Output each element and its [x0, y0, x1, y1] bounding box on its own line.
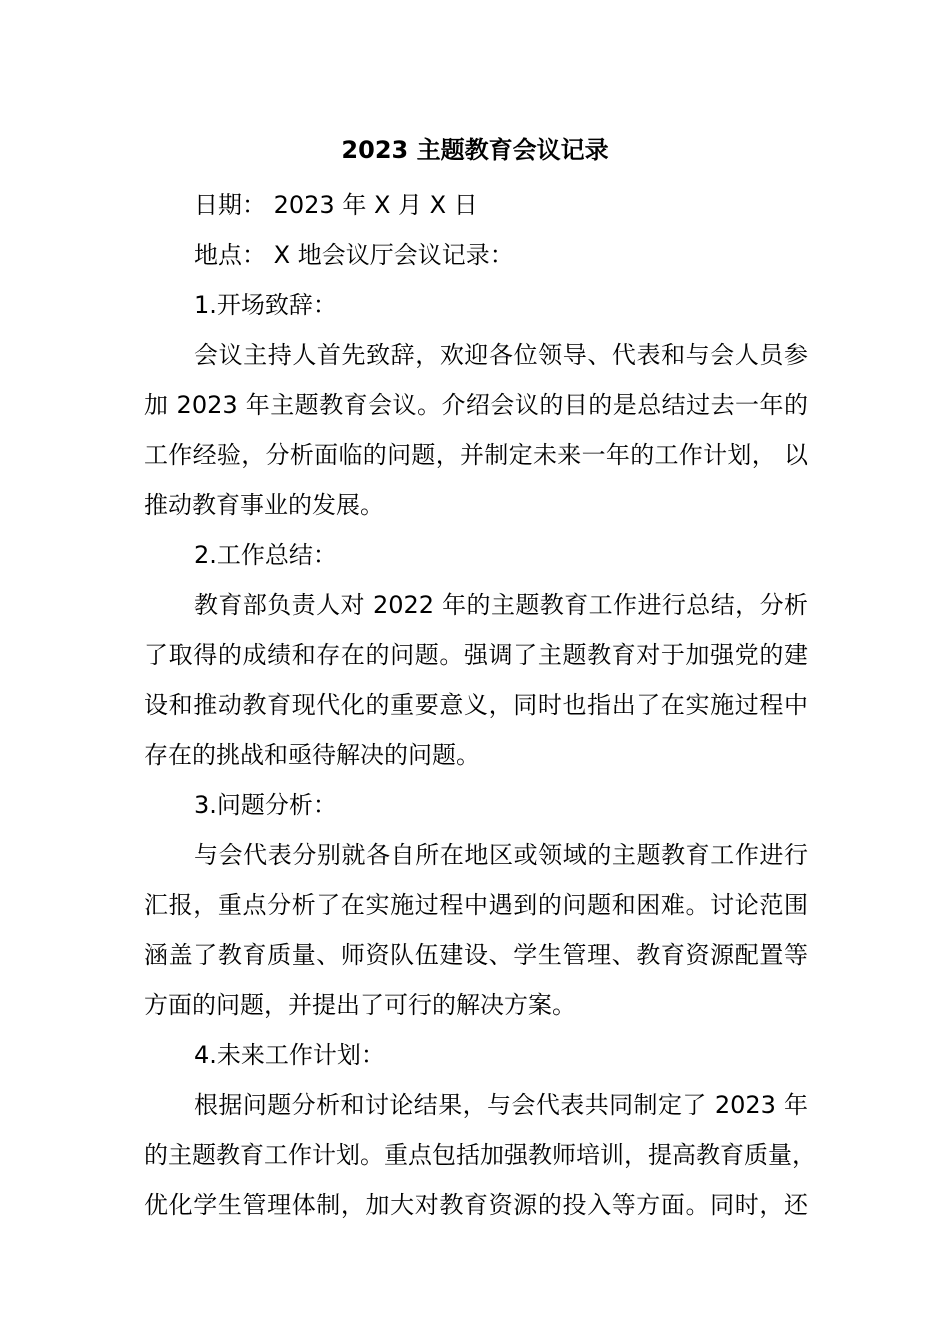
paragraph-line: 设和推动教育现代化的重要意义，同时也指出了在实施过程中 — [144, 691, 808, 719]
section-heading: 1.开场致辞： — [194, 291, 337, 319]
paragraph-line: 教育部负责人对 2022 年的主题教育工作进行总结，分析 — [194, 591, 808, 619]
date-line: 日期： 2023 年 X 月 X 日 — [194, 191, 478, 219]
document-title: 2023 主题教育会议记录 — [341, 136, 609, 164]
paragraph-line: 汇报，重点分析了在实施过程中遇到的问题和困难。讨论范围 — [144, 891, 808, 919]
section-heading: 2.工作总结： — [194, 541, 337, 569]
paragraph-line: 加 2023 年主题教育会议。介绍会议的目的是总结过去一年的 — [144, 391, 808, 419]
paragraph-line: 的主题教育工作计划。重点包括加强教师培训，提高教育质量， — [144, 1141, 816, 1169]
paragraph-line: 方面的问题，并提出了可行的解决方案。 — [144, 991, 576, 1019]
paragraph-line: 推动教育事业的发展。 — [144, 491, 384, 519]
paragraph-line: 存在的挑战和亟待解决的问题。 — [144, 741, 480, 769]
section-heading: 4.未来工作计划： — [194, 1041, 385, 1069]
paragraph-line: 了取得的成绩和存在的问题。强调了主题教育对于加强党的建 — [144, 641, 808, 669]
paragraph-line: 涵盖了教育质量、师资队伍建设、学生管理、教育资源配置等 — [144, 941, 808, 969]
paragraph-line: 与会代表分别就各自所在地区或领域的主题教育工作进行 — [194, 841, 808, 869]
paragraph-line: 优化学生管理体制，加大对教育资源的投入等方面。同时，还 — [144, 1191, 808, 1219]
paragraph-line: 工作经验，分析面临的问题，并制定未来一年的工作计划， 以 — [144, 441, 808, 469]
document-body — [144, 180, 816, 1230]
paragraph-line: 会议主持人首先致辞，欢迎各位领导、代表和与会人员参 — [194, 341, 808, 369]
paragraph-line: 根据问题分析和讨论结果，与会代表共同制定了 2023 年 — [194, 1091, 808, 1119]
section-heading: 3.问题分析： — [194, 791, 337, 819]
location-line: 地点： X 地会议厅会议记录： — [194, 241, 514, 269]
